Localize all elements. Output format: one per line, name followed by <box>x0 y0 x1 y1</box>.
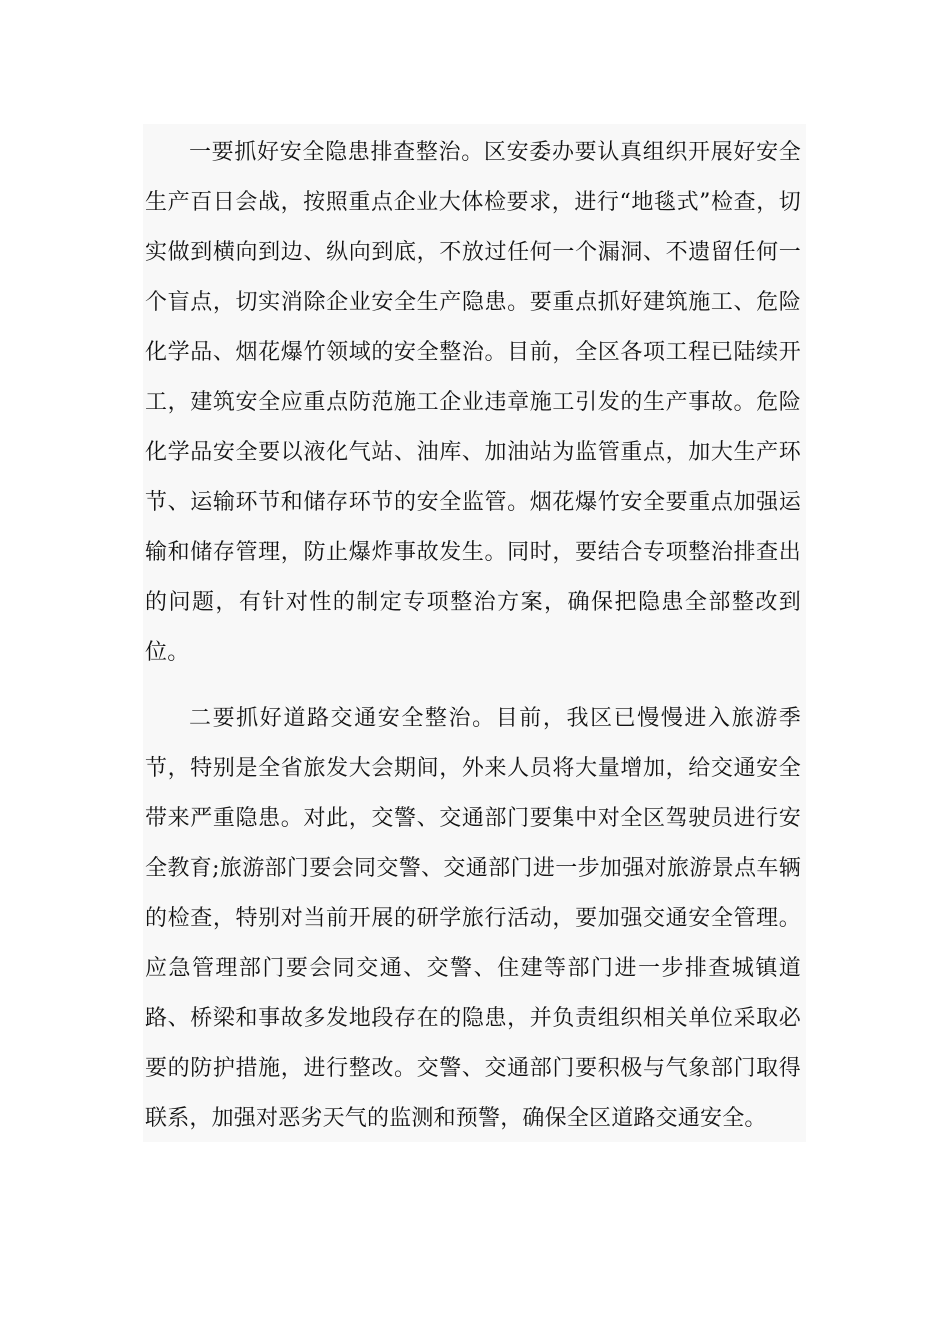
paragraph-hazard-inspection: 一要抓好安全隐患排查整治。区安委办要认真组织开展好安全生产百日会战，按照重点企业大体检要求，进行“地毯式”检查，切实做到横向到边、纵向到底，不放过任何一个漏洞、不遗留任何一个盲点，切实消除企业安全生产隐患。要重点抓好建筑施工、危险化学品、烟花爆竹领域的安全整治。目前，全区各项工程已陆续开工，建筑安全应重点防范施工企业违章施工引发的生产事故。危险化学品安全要以液化气站、油库、加油站为监管重点，加大生产环节、运输环节和储存环节的安全监管。烟花爆竹安全要重点加强运输和储存管理，防止爆炸事故发生。同时，要结合专项整治排查出的问题，有针对性的制定专项整治方案，确保把隐患全部整改到位。 <box>145 140 801 665</box>
paragraph-road-traffic-safety: 二要抓好道路交通安全整治。目前，我区已慢慢进入旅游季节，特别是全省旅发大会期间，外来人员将大量增加，给交通安全带来严重隐患。对此，交警、交通部门要集中对全区驾驶员进行安全教育;旅游部门要会同交警、交通部门进一步加强对旅游景点车辆的检查，特别对当前开展的研学旅行活动，要加强交通安全管理。应急管理部门要会同交通、交警、住建等部门进一步排查城镇道路、桥梁和事故多发地段存在的隐患，并负责组织相关单位采取必要的防护措施，进行整改。交警、交通部门要积极与气象部门取得联系，加强对恶劣天气的监测和预警，确保全区道路交通安全。 <box>145 706 801 1131</box>
document-text-block <box>143 124 806 1142</box>
